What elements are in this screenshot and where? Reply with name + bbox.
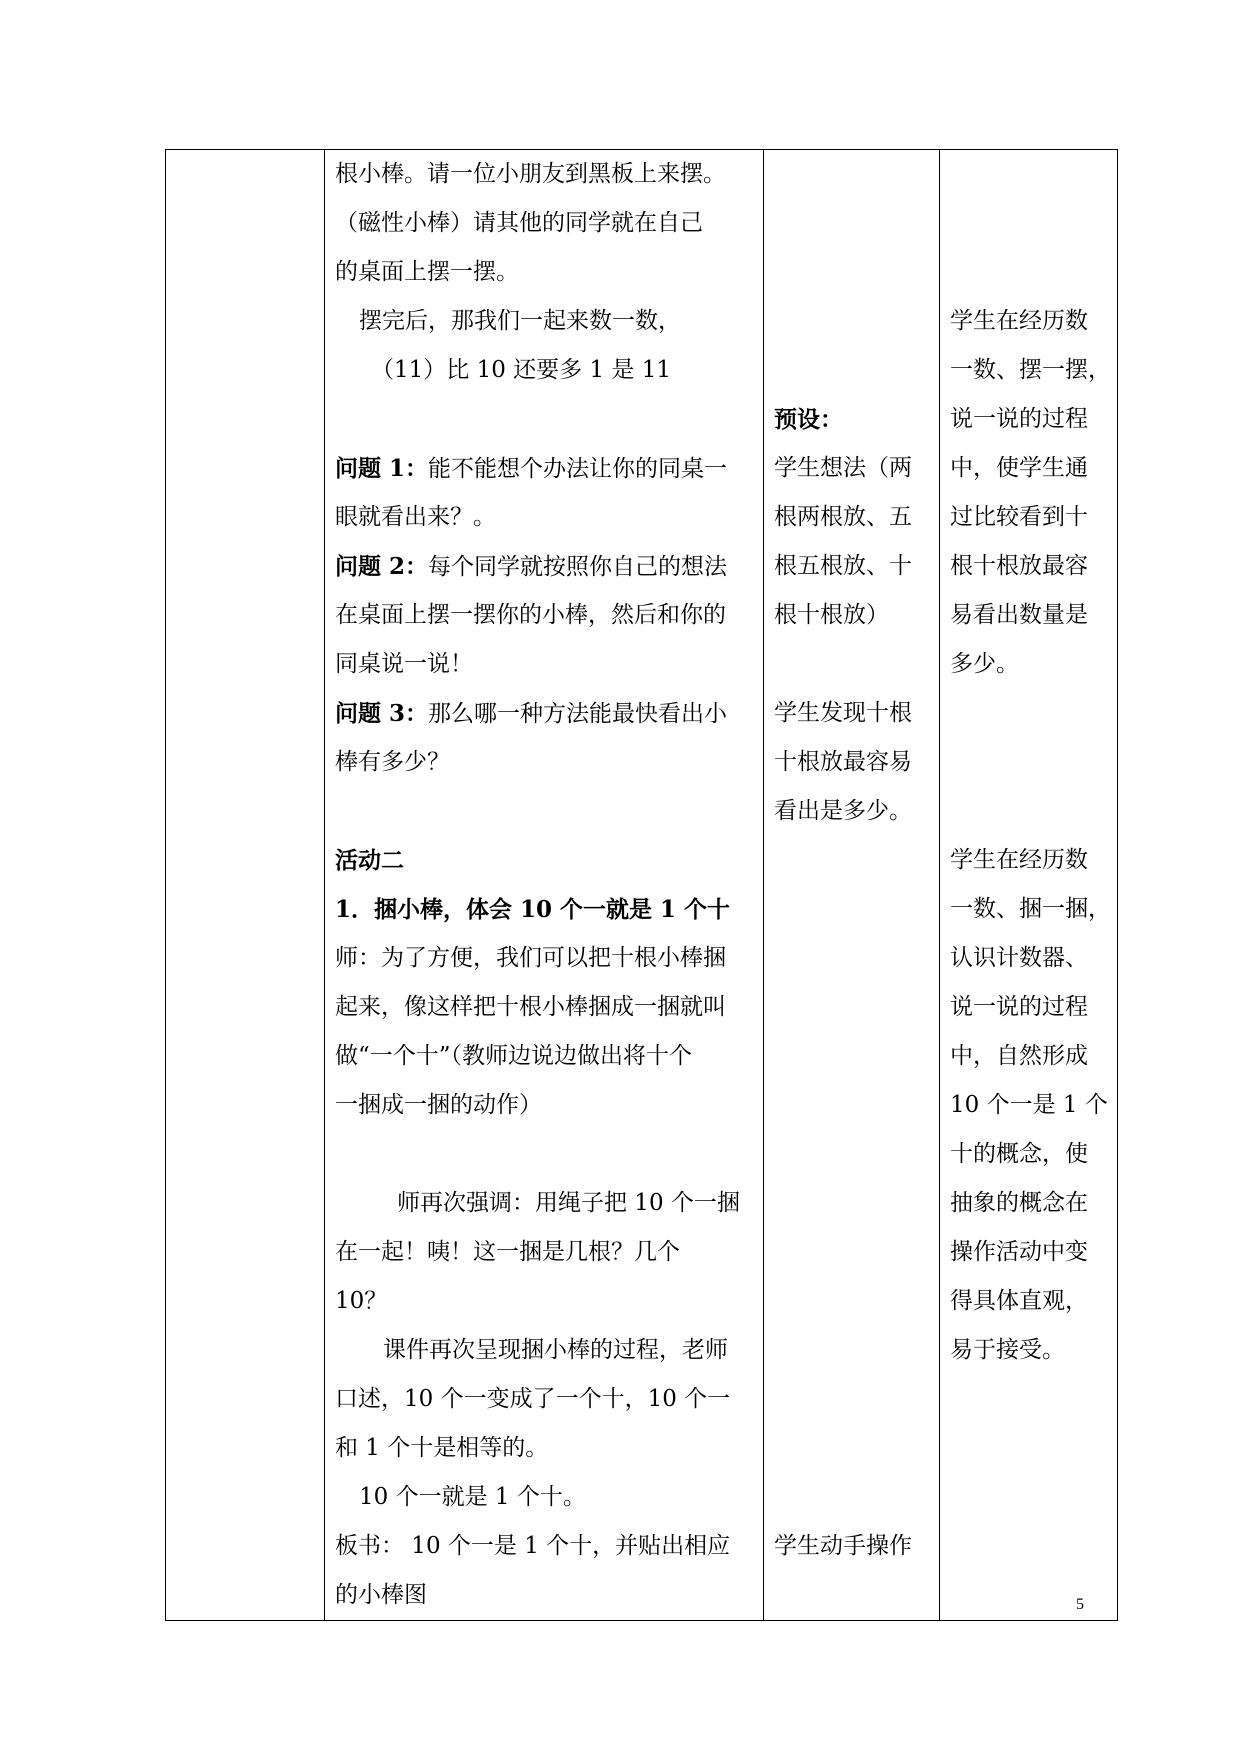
content-line: 在桌面上摆一摆你的小棒，然后和你的 (335, 602, 726, 628)
student-activity-cell (764, 150, 940, 1621)
content-line: 课件再次呈现捆小棒的过程，老师 (383, 1337, 728, 1363)
content-line: 眼就看出来？。 (335, 504, 496, 530)
content-line: 一捆成一捆的动作） (335, 1092, 542, 1118)
content-line: 做“一个十”（教师边说边做出将十个 (335, 1043, 693, 1069)
content-line: 认识计数器、 (950, 945, 1088, 971)
content-line: 根十根放） (774, 602, 889, 628)
content-line: 十的概念，使 (950, 1141, 1088, 1167)
content-line: 多少。 (950, 651, 1019, 677)
content-line: 说一说的过程 (950, 994, 1088, 1020)
content-line: 的小棒图 (335, 1582, 427, 1608)
content-line: 学生发现十根 (774, 700, 912, 726)
content-line: 根五根放、十 (774, 553, 912, 579)
content-line: 起来，像这样把十根小棒捆成一捆就叫 (335, 994, 726, 1020)
content-line: 根十根放最容 (950, 553, 1088, 579)
page-number: 5 (1076, 1596, 1084, 1613)
question-1 (335, 444, 753, 493)
content-line: 摆完后，那我们一起来数一数， (359, 308, 681, 334)
content-line: 和 1 个十是相等的。 (335, 1435, 549, 1461)
content-line: 中，自然形成 (950, 1043, 1088, 1069)
content-line: 学生动手操作 (774, 1533, 912, 1559)
table-row (166, 150, 1118, 1621)
content-line: （磁性小棒）请其他的同学就在自己 (335, 210, 703, 236)
stage-column-cell (166, 150, 325, 1621)
content-line: 棒有多少？ (335, 749, 450, 775)
content-line: 10 个一就是 1 个十。 (359, 1484, 586, 1510)
content-line: 学生在经历数 (950, 847, 1088, 873)
content-line: 操作活动中变 (950, 1239, 1088, 1265)
preset-label: 预设： (774, 406, 843, 433)
content-line: 学生在经历数 (950, 308, 1088, 334)
content-line: 过比较看到十 (950, 504, 1088, 530)
content-line: 中，使学生通 (950, 455, 1088, 481)
content-line: 的桌面上摆一摆。 (335, 259, 519, 285)
content-line: 易于接受。 (950, 1337, 1065, 1363)
content-line: （11）比 10 还要多 1 是 11 (371, 357, 671, 383)
content-line: 师：为了方便，我们可以把十根小棒捆 (335, 945, 726, 971)
content-line: 十根放最容易 (774, 749, 912, 775)
question-3 (335, 689, 753, 738)
content-line: 同桌说一说！ (335, 651, 473, 677)
content-line: 板书： 10 个一是 1 个十，并贴出相应 (335, 1533, 731, 1559)
question-2-text: 每个同学就按照你自己的想法 (428, 554, 728, 580)
design-intent-cell (940, 150, 1118, 1621)
content-line: 一数、捆一捆， (950, 896, 1111, 922)
content-line: 说一说的过程 (950, 406, 1088, 432)
teaching-content-cell (325, 150, 764, 1621)
question-2-label: 问题 2： (335, 553, 429, 580)
question-3-text: 那么哪一种方法能最快看出小 (428, 701, 728, 727)
question-2 (335, 542, 753, 591)
content-line: 在一起！咦！这一捆是几根？几个 (335, 1239, 680, 1265)
question-3-label: 问题 3： (335, 700, 429, 727)
activity-2-heading: 活动二 (335, 847, 404, 874)
content-line: 得具体直观， (950, 1288, 1088, 1314)
content-line: 易看出数量是 (950, 602, 1088, 628)
content-line: 师再次强调：用绳子把 10 个一捆 (397, 1190, 740, 1216)
content-line: 看出是多少。 (774, 798, 912, 824)
content-line: 一数、摆一摆， (950, 357, 1111, 383)
content-line: 根小棒。请一位小朋友到黑板上来摆。 (335, 161, 726, 187)
question-1-label: 问题 1： (335, 455, 429, 482)
lesson-table (165, 149, 1118, 1621)
question-1-text: 能不能想个办法让你的同桌一 (428, 456, 728, 482)
content-line: 10 个一是 1 个 (950, 1092, 1108, 1118)
content-line: 口述，10 个一变成了一个十，10 个一 (335, 1386, 731, 1412)
content-line: 抽象的概念在 (950, 1190, 1088, 1216)
content-line: 10？ (335, 1288, 388, 1314)
content-line: 学生想法（两 (774, 455, 912, 481)
content-line: 根两根放、五 (774, 504, 912, 530)
activity-2-subheading: 1．捆小棒，体会 10 个一就是 1 个十 (335, 896, 731, 923)
